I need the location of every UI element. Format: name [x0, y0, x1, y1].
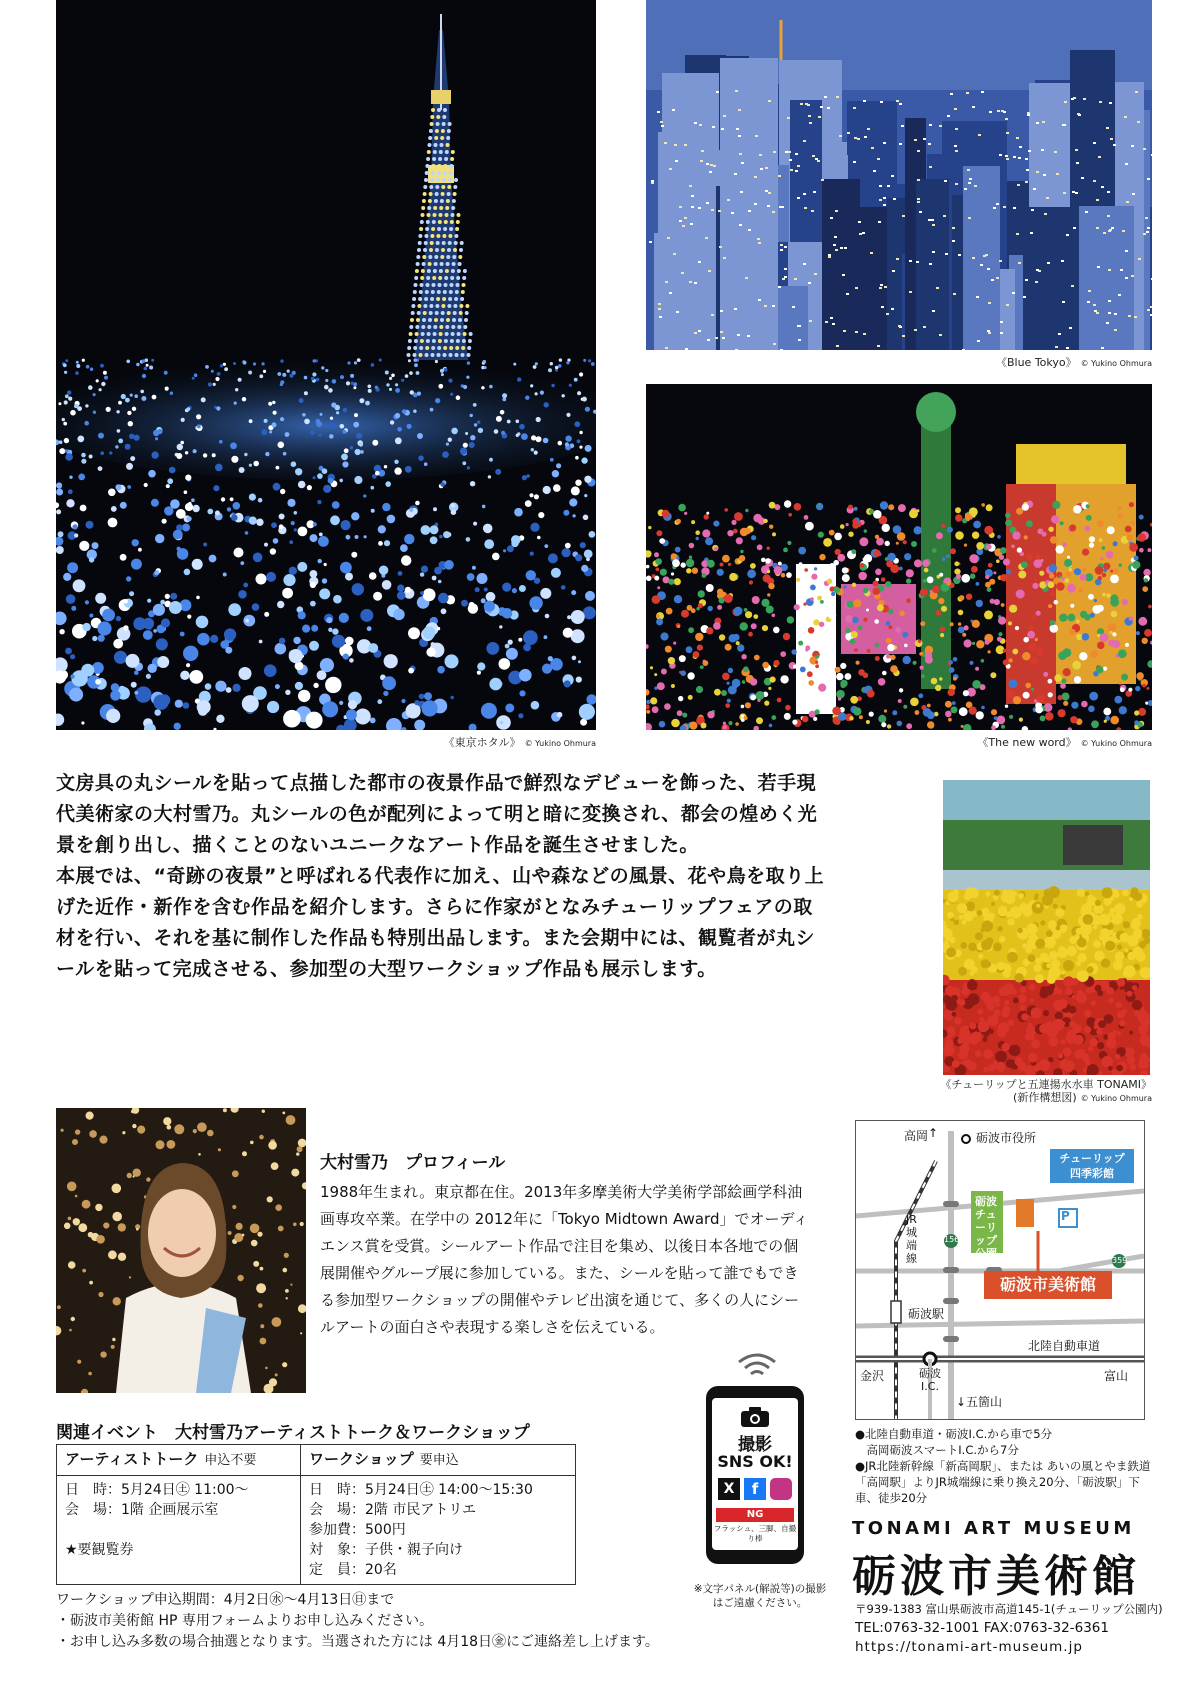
events-table: [56, 1444, 576, 1585]
north-arrow-icon: ↑: [928, 1126, 939, 1140]
caption-note: (新作構想図): [1013, 1091, 1077, 1104]
caption-copyright: © Yukino Ohmura: [524, 739, 596, 748]
caption-title: 《東京ホタル》: [443, 736, 521, 749]
events-title: 関連イベント 大村雪乃アーティストトーク＆ワークショップ: [56, 1423, 530, 1443]
caption-title: 《チューリップと五連揚水水車 TONAMI》: [940, 1078, 1152, 1091]
workshop-capacity: 定 員：20名: [309, 1562, 397, 1578]
artist-profile: [320, 1148, 810, 1341]
workshop-target: 対 象：子供・親子向け: [309, 1542, 463, 1558]
museum-url[interactable]: https://tonami-art-museum.jp: [855, 1639, 1083, 1655]
map-shiki-line1: チューリップ: [1059, 1152, 1125, 1165]
access-line-3: ●JR北陸新幹線「新高岡駅」、または あいの風とやま鉄道「高岡駅」よりJR城端線に乗り換え20分、「砺波駅」下車、徒歩20分: [855, 1459, 1151, 1505]
workshop-header: [301, 1445, 576, 1476]
artwork-blue-tokyo: [646, 0, 1152, 350]
caption-copyright: © Yukino Ohmura: [1080, 359, 1152, 368]
workshop-fee: 参加費：500円: [309, 1522, 406, 1538]
caption-copyright: © Yukino Ohmura: [1080, 739, 1152, 748]
events-note-1: ・砺波市美術館 HP 専用フォームよりお申し込みください。: [56, 1613, 434, 1629]
intro-paragraph-1: 文房具の丸シールを貼って点描した都市の夜景作品で鮮烈なデビューを飾った、若手現代美術家の大村雪乃。丸シールの色が配列によって明と暗に変換され、都会の煌めく光景を創り出し、描くことのないユニークなアート作品を誕生させました。: [56, 772, 818, 856]
sns-note: ※文字パネル(解説等)の撮影はご遠慮ください。: [693, 1583, 827, 1609]
profile-heading: 大村雪乃 プロフィール: [320, 1153, 506, 1173]
caption-title: 《Blue Tokyo》: [995, 356, 1077, 369]
camera-icon: [740, 1406, 770, 1428]
map-museum: 砺波市美術館: [984, 1271, 1112, 1299]
caption-copyright: © Yukino Ohmura: [1080, 1094, 1152, 1103]
map-shiki: [1050, 1149, 1134, 1183]
map-shiki-line2: 四季彩館: [1070, 1167, 1114, 1180]
access-line-2: 高岡砺波スマートI.C.から7分: [855, 1443, 1019, 1457]
map-kanazawa: 金沢: [860, 1369, 885, 1383]
workshop-name: ワークショップ: [309, 1450, 414, 1468]
talk-venue: 会 場：1階 企画展示室: [65, 1502, 219, 1518]
tokyo-hotaru-image: [56, 0, 596, 730]
artwork-tokyo-hotaru: [56, 0, 596, 730]
talk-date: 日 時：5月24日㊏ 11:00〜: [65, 1482, 249, 1498]
map-city-hall: 砺波市役所: [976, 1131, 1037, 1145]
museum-address: 〒939-1383 富山県砺波市高道145-1(チューリップ公園内): [855, 1602, 1163, 1616]
map-route359: 359: [1112, 1256, 1128, 1265]
intro-paragraph-2: 本展では、“奇跡の夜景”と呼ばれる代表作に加え、山や森などの風景、花や鳥を取り上げた近作・新作を含む作品を紹介します。さらに作家がとなみチューリップフェアの取材を行い、それを基に制作した作品も特別出品します。また会期中には、観覧者が丸シールを貼って完成させる、参加型の大型ワークショップ作品も展示します。: [56, 865, 825, 980]
talk-details: [57, 1476, 301, 1585]
x-icon: X: [718, 1478, 740, 1500]
blue-tokyo-image: [646, 0, 1152, 350]
caption-title: 《The new word》: [977, 736, 1077, 749]
talk-name: アーティストトーク: [65, 1450, 199, 1468]
map-station: 砺波駅: [908, 1307, 945, 1321]
tulip-image: [943, 780, 1150, 1075]
artwork-tulip: [943, 780, 1150, 1075]
workshop-note: 要申込: [419, 1453, 459, 1468]
sns-icons: [718, 1478, 792, 1500]
sns-line1: 撮影: [738, 1435, 772, 1455]
workshop-venue: 会 場：2階 市民アトリエ: [309, 1502, 477, 1518]
caption-tokyo-hotaru: [444, 734, 596, 750]
map-gokayama: ↓五箇山: [956, 1395, 1003, 1409]
caption-the-new-word: [977, 734, 1152, 750]
artist-photo-image: [56, 1108, 306, 1393]
workshop-period: ワークショップ申込期間：4月2日㊌〜4月13日㊐まで: [56, 1592, 395, 1608]
map-takaoka: 高岡: [904, 1129, 929, 1143]
events-notes: [56, 1590, 659, 1653]
talk-ticket: ★要観覧券: [65, 1542, 134, 1558]
instagram-icon: [770, 1478, 792, 1500]
sns-phone-graphic: [706, 1386, 804, 1564]
intro-text: [56, 768, 826, 985]
ng-label: NG: [716, 1508, 794, 1522]
museum-name-en: TONAMI ART MUSEUM: [852, 1518, 1135, 1539]
wifi-icon: [735, 1352, 779, 1378]
map-park: 砺波チューリップ公園: [975, 1195, 997, 1260]
profile-text: 1988年生まれ。東京都在住。2013年多摩美術大学美術学部絵画学科油画専攻卒業。在学中の 2012年に「Tokyo Midtown Award」でオーディエンス賞を受賞。シールアート作品で注目を集め、以後日本各地での個展開催やグループ展に参加している。また、シールを貼って誰でもできる参加型ワークショップの開催やテレビ出演を通じて、多くの人にシールアートの面白さや表現する楽しさを伝えている。: [320, 1183, 809, 1336]
facebook-icon: f: [744, 1478, 766, 1500]
map-toyama: 富山: [1104, 1369, 1129, 1383]
caption-blue-tokyo: [996, 354, 1152, 370]
talk-note: 申込不要: [204, 1453, 257, 1468]
workshop-date: 日 時：5月24日㊏ 14:00〜15:30: [309, 1482, 533, 1498]
museum-tel-fax: TEL:0763-32-1001 FAX:0763-32-6361: [855, 1620, 1109, 1636]
access-info: [855, 1426, 1155, 1506]
ng-text: フラッシュ、三脚、自撮り棒: [713, 1524, 797, 1543]
museum-name-ja: 砺波市美術館: [852, 1551, 1140, 1602]
caption-tulip: [940, 1078, 1152, 1105]
new-word-image: [646, 384, 1152, 730]
map-expressway: 北陸自動車道: [1028, 1339, 1101, 1353]
parking-icon: P: [1061, 1209, 1070, 1223]
artwork-the-new-word: [646, 384, 1152, 730]
map-jr-line: JR城端線: [906, 1213, 917, 1265]
artist-photo: [56, 1108, 306, 1393]
museum-contact: [855, 1600, 1163, 1657]
access-map: [855, 1120, 1145, 1420]
access-line-1: ●北陸自動車道・砺波I.C.から車で5分: [855, 1427, 1053, 1441]
talk-header: [57, 1445, 301, 1476]
events-note-2: ・お申し込み多数の場合抽選となります。当選された方には 4月18日㊎にご連絡差し上げます。: [56, 1634, 659, 1650]
sns-line2: SNS OK!: [717, 1452, 793, 1471]
map-route156: 156: [944, 1235, 960, 1244]
map-ic: 砺波 I.C.: [919, 1367, 941, 1393]
workshop-details: [301, 1476, 576, 1585]
